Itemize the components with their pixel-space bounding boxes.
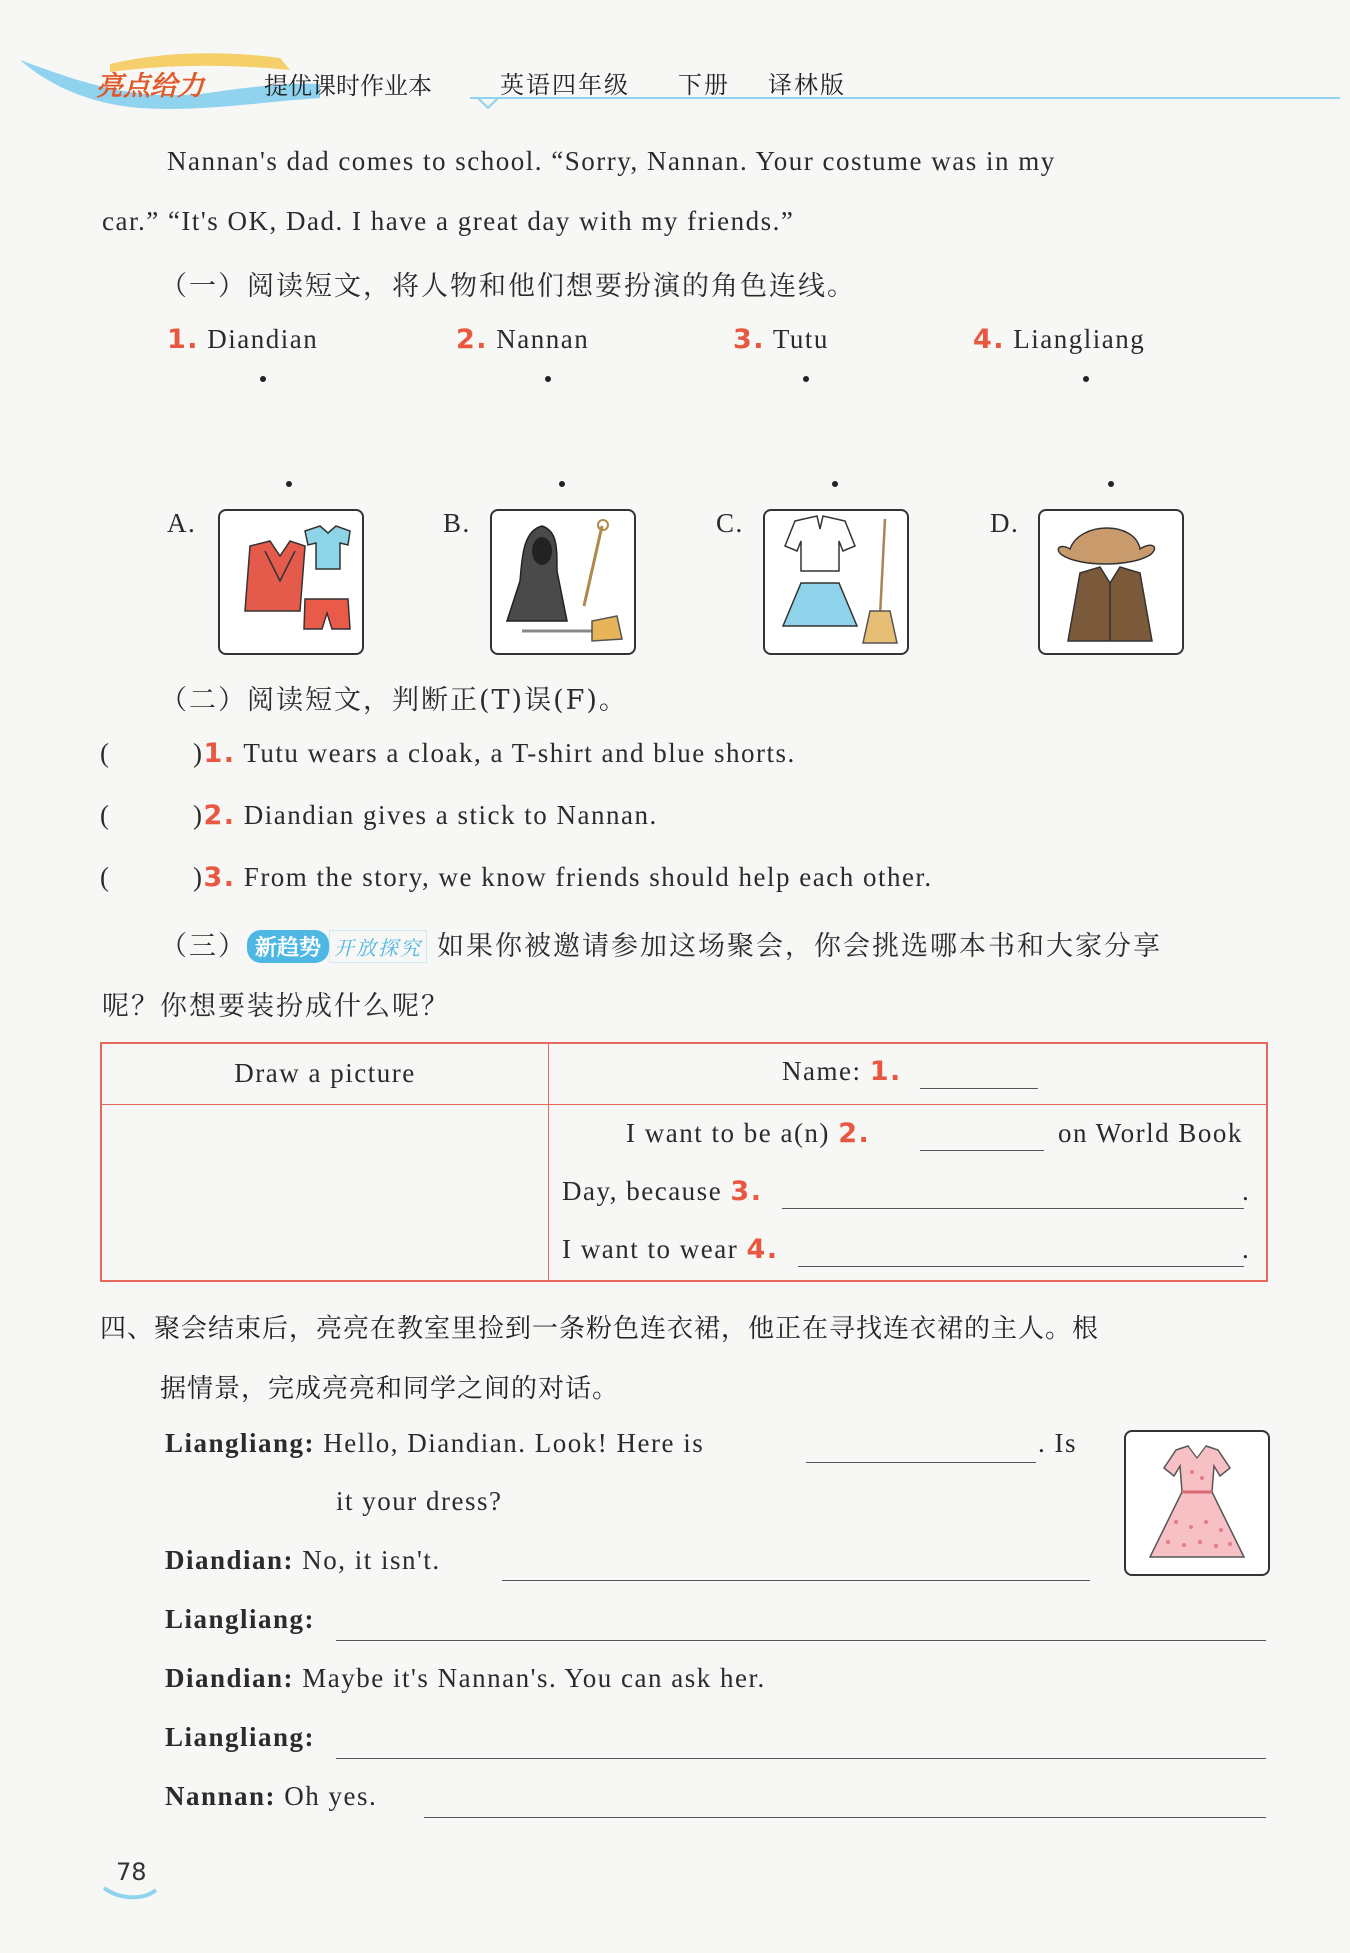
- dialogue-line-4: [165, 1663, 766, 1694]
- option-letter-c: C.: [716, 508, 744, 538]
- tf-item-2: [100, 800, 1200, 831]
- part3-question-line-1: [160, 924, 1162, 963]
- wear-period: .: [1242, 1234, 1251, 1264]
- option-letter-d: D.: [990, 508, 1020, 538]
- story-line-1: Nannan's dad comes to school. “Sorry, Nannan. Your costume was in my: [167, 146, 1056, 176]
- person-name: Liangliang: [1013, 324, 1146, 354]
- answer-paren-close: ): [193, 738, 204, 768]
- part3-prefix: （三）: [160, 931, 247, 962]
- dialogue-text: Oh yes.: [284, 1781, 378, 1811]
- costume-table: [100, 1042, 1268, 1282]
- speaker-name: Nannan:: [165, 1781, 277, 1811]
- blank-number-3: 3.: [730, 1176, 763, 1207]
- cowboy-hat-jacket-picture: [1038, 509, 1184, 655]
- part3-question-line-2: 呢？你想要装扮成什么呢？: [102, 991, 450, 1022]
- story-line-2: car.” “It's OK, Dad. I have a great day with my friends.”: [102, 206, 795, 236]
- dialogue-continuation: it your dress?: [336, 1486, 503, 1516]
- speaker-name: Liangliang:: [165, 1722, 316, 1752]
- series-title: 提优课时作业本: [264, 72, 432, 100]
- part4-instruction-line-1: 四、聚会结束后，亮亮在教室里捡到一条粉色连衣裙，他正在寻找连衣裙的主人。根: [100, 1314, 1100, 1344]
- dialogue-line-2: [165, 1545, 441, 1576]
- wear-blank[interactable]: [798, 1266, 1244, 1267]
- witch-cloak-broom-picture: [490, 509, 636, 655]
- dialogue-line-5: [165, 1722, 315, 1753]
- dialogue-line-6: [165, 1781, 377, 1812]
- answer-paren-close: ): [193, 862, 204, 892]
- tf-item-1: [100, 738, 1200, 769]
- part4-instruction-line-2: 据情景，完成亮亮和同学之间的对话。: [160, 1374, 620, 1404]
- world-book-text: on World Book: [1058, 1118, 1243, 1148]
- open-explore-badge: 开放探究: [329, 930, 427, 963]
- blank-number-4: 4.: [746, 1234, 779, 1265]
- name-label: Name:: [782, 1056, 862, 1086]
- want-to-be-row: [626, 1118, 870, 1149]
- dialogue-blank-2[interactable]: [502, 1580, 1090, 1581]
- brand-title: 亮点给力: [96, 71, 204, 102]
- person-number: 1.: [167, 324, 200, 355]
- subject-label: 英语四年级: [500, 71, 630, 99]
- person-number: 3.: [733, 324, 766, 355]
- item-number: 1.: [203, 738, 236, 769]
- blouse-skirt-broom-picture: [763, 509, 909, 655]
- table-divider-vertical: [548, 1044, 549, 1280]
- item-text: Diandian gives a stick to Nannan.: [243, 800, 658, 830]
- dialogue-blank-3[interactable]: [336, 1640, 1266, 1641]
- speaker-name: Diandian:: [165, 1545, 295, 1575]
- part1-instruction: （一）阅读短文，将人物和他们想要扮演的角色连线。: [160, 271, 856, 302]
- dialogue-after-blank: . Is: [1038, 1428, 1077, 1458]
- trend-badge: 新趋势: [247, 930, 329, 963]
- person-3: [733, 324, 829, 355]
- name-row: [782, 1056, 902, 1087]
- header-bar: [20, 42, 1340, 112]
- dialogue-text: Maybe it's Nannan's. You can ask her.: [302, 1663, 766, 1693]
- because-row: [562, 1176, 762, 1207]
- draw-area[interactable]: [102, 1106, 546, 1280]
- reason-period: .: [1242, 1176, 1251, 1206]
- pink-dress-picture: [1124, 1430, 1270, 1576]
- costume-blank[interactable]: [920, 1150, 1044, 1151]
- item-text: From the story, we know friends should help each other.: [243, 862, 933, 892]
- person-dot-2[interactable]: [545, 376, 551, 382]
- item-number: 2.: [203, 800, 236, 831]
- option-letter-a: A.: [167, 508, 197, 538]
- reason-blank[interactable]: [782, 1208, 1244, 1209]
- page-number: 78: [116, 1858, 147, 1886]
- want-to-be-text: I want to be a(n): [626, 1118, 830, 1148]
- person-dot-3[interactable]: [803, 376, 809, 382]
- person-number: 4.: [973, 324, 1006, 355]
- cloak-tshirt-shorts-picture: [218, 509, 364, 655]
- part2-instruction: （二）阅读短文，判断正(T)误(F)。: [160, 685, 628, 716]
- option-dot-c[interactable]: [832, 481, 838, 487]
- tf-item-3: [100, 862, 1200, 893]
- answer-paren-open: (: [100, 862, 111, 892]
- item-text: Tutu wears a cloak, a T-shirt and blue shorts.: [243, 738, 796, 768]
- option-dot-a[interactable]: [286, 481, 292, 487]
- person-4: [973, 324, 1145, 355]
- blank-number-1: 1.: [869, 1056, 902, 1087]
- blank-number-2: 2.: [838, 1118, 871, 1149]
- dialogue-blank-1[interactable]: [806, 1462, 1036, 1463]
- dialogue-blank-5[interactable]: [336, 1758, 1266, 1759]
- answer-paren-close: ): [193, 800, 204, 830]
- person-dot-4[interactable]: [1083, 376, 1089, 382]
- volume-label: 下册: [678, 71, 730, 99]
- person-name: Tutu: [772, 324, 829, 354]
- option-dot-b[interactable]: [559, 481, 565, 487]
- wear-text: I want to wear: [562, 1234, 739, 1264]
- answer-paren-open: (: [100, 738, 111, 768]
- option-letter-b: B.: [443, 508, 471, 538]
- person-2: [456, 324, 589, 355]
- wear-row: [562, 1234, 778, 1265]
- speaker-name: Diandian:: [165, 1663, 295, 1693]
- person-name: Nannan: [496, 324, 590, 354]
- table-divider-horizontal: [102, 1104, 1266, 1105]
- name-blank[interactable]: [920, 1088, 1038, 1089]
- draw-picture-header: Draw a picture: [234, 1058, 416, 1088]
- dialogue-text: Hello, Diandian. Look! Here is: [323, 1428, 705, 1458]
- edition-label: 译林版: [768, 71, 846, 99]
- answer-paren-open: (: [100, 800, 111, 830]
- speaker-name: Liangliang:: [165, 1428, 316, 1458]
- because-text: Day, because: [562, 1176, 723, 1206]
- dialogue-line-1: [165, 1428, 704, 1459]
- part3-question: 如果你被邀请参加这场聚会，你会挑选哪本书和大家分享: [437, 931, 1163, 962]
- person-1: [167, 324, 318, 355]
- speaker-name: Liangliang:: [165, 1604, 316, 1634]
- item-number: 3.: [203, 862, 236, 893]
- dialogue-blank-6[interactable]: [424, 1817, 1266, 1818]
- person-name: Diandian: [207, 324, 319, 354]
- person-number: 2.: [456, 324, 489, 355]
- option-dot-d[interactable]: [1108, 481, 1114, 487]
- dialogue-line-3: [165, 1604, 315, 1635]
- dialogue-text: No, it isn't.: [302, 1545, 441, 1575]
- person-dot-1[interactable]: [260, 376, 266, 382]
